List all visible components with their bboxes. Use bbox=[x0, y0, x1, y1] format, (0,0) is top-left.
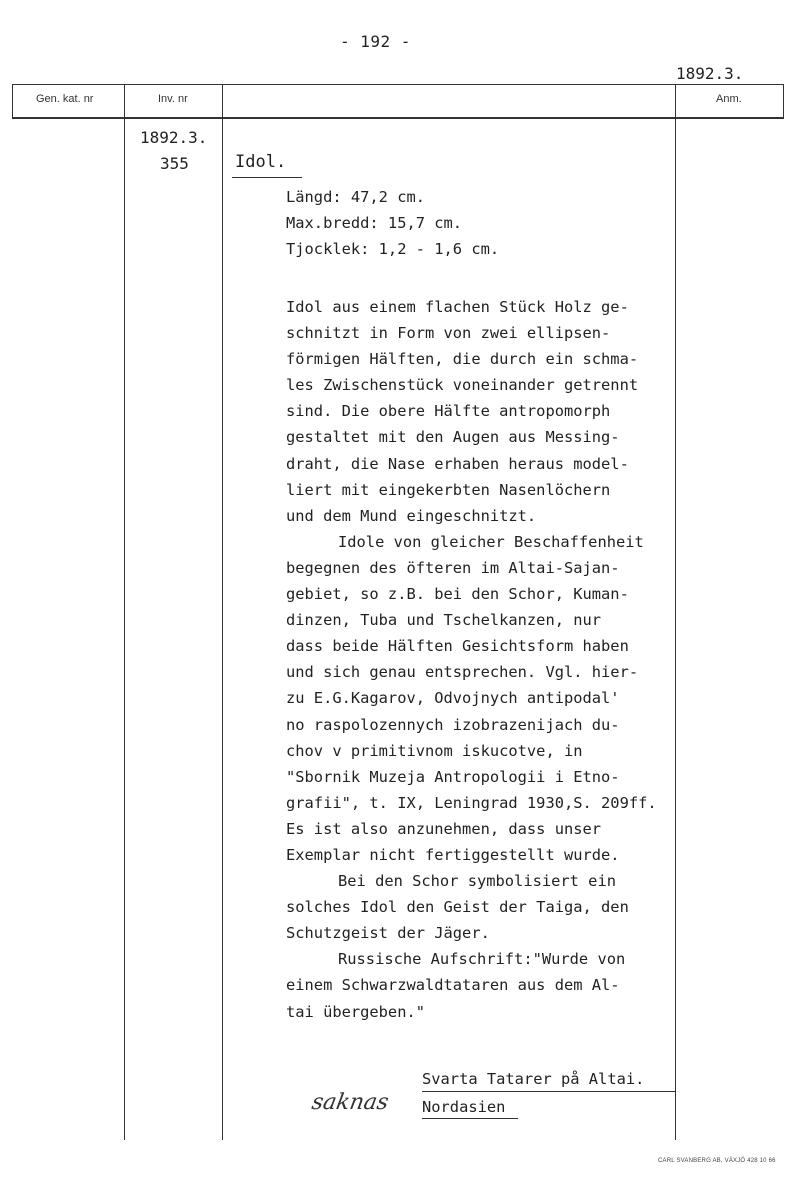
description-line: förmigen Hälften, die durch ein schma- bbox=[286, 350, 639, 369]
description-line: Russische Aufschrift:"Wurde von bbox=[338, 950, 626, 969]
description-line: schnitzt in Form von zwei ellipsen- bbox=[286, 324, 611, 343]
description-line: begegnen des öfteren im Altai-Sajan- bbox=[286, 558, 620, 577]
description-line: Idole von gleicher Beschaffenheit bbox=[338, 532, 644, 551]
description-line: no raspolozennych izobrazenijach du- bbox=[286, 715, 620, 734]
description-line: gebiet, so z.B. bei den Schor, Kuman- bbox=[286, 585, 629, 604]
description-line: draht, die Nase erhaben heraus model- bbox=[286, 454, 629, 473]
column-header-inv-nr: Inv. nr bbox=[158, 93, 188, 105]
entry-accession: 1892.3. bbox=[140, 128, 208, 147]
description-line: Es ist also anzunehmen, dass unser bbox=[286, 819, 602, 838]
description-line: dass beide Hälften Gesichtsform haben bbox=[286, 637, 629, 656]
description-line: Bei den Schor symbolisiert ein bbox=[338, 872, 616, 891]
location-continent: Nordasien bbox=[422, 1098, 506, 1116]
measurement-thickness: Tjocklek: 1,2 - 1,6 cm. bbox=[286, 240, 500, 258]
right-border bbox=[783, 84, 784, 118]
description-line: gestaltet mit den Augen aus Messing- bbox=[286, 428, 620, 447]
column-divider-1 bbox=[124, 84, 125, 1140]
header-top-rule bbox=[12, 84, 784, 85]
location-region-underline bbox=[422, 1091, 675, 1092]
left-border bbox=[12, 84, 13, 118]
title-underline bbox=[232, 177, 302, 178]
description-line: sind. Die obere Hälfte antropomorph bbox=[286, 402, 611, 421]
description-line: grafii", t. IX, Leningrad 1930,S. 209ff. bbox=[286, 793, 657, 812]
location-region: Svarta Tatarer på Altai. bbox=[422, 1070, 645, 1088]
description-line: solches Idol den Geist der Taiga, den bbox=[286, 898, 629, 917]
accession-header: 1892.3. bbox=[676, 64, 744, 83]
description-line: les Zwischenstück voneinander getrennt bbox=[286, 376, 639, 395]
description-block bbox=[286, 294, 716, 1025]
description-line: tai übergeben." bbox=[286, 1002, 425, 1021]
description-line: liert mit eingekerbten Nasenlöchern bbox=[286, 480, 611, 499]
printer-imprint: CARL SVANBERG AB, VÄXJÖ 428 10 66 bbox=[658, 1158, 776, 1164]
description-line: und dem Mund eingeschnitzt. bbox=[286, 506, 537, 525]
measurement-length: Längd: 47,2 cm. bbox=[286, 188, 425, 206]
entry-inv-number: 355 bbox=[160, 154, 189, 173]
page-number: - 192 - bbox=[340, 32, 411, 51]
header-bottom-rule bbox=[12, 117, 784, 119]
column-header-anm: Anm. bbox=[716, 93, 742, 105]
description-line: und sich genau entsprechen. Vgl. hier- bbox=[286, 663, 639, 682]
measurement-max-width: Max.bredd: 15,7 cm. bbox=[286, 214, 463, 232]
description-line: einem Schwarzwaldtataren aus dem Al- bbox=[286, 976, 620, 995]
description-line: dinzen, Tuba und Tschelkanzen, nur bbox=[286, 611, 602, 630]
description-line: zu E.G.Kagarov, Odvojnych antipodal' bbox=[286, 689, 620, 708]
entry-title: Idol. bbox=[235, 152, 287, 172]
column-divider-2 bbox=[222, 84, 223, 1140]
description-line: Idol aus einem flachen Stück Holz ge- bbox=[286, 298, 629, 316]
column-header-gen-kat-nr: Gen. kat. nr bbox=[36, 93, 94, 105]
description-line: Exemplar nicht fertiggestellt wurde. bbox=[286, 845, 620, 864]
description-line: "Sbornik Muzeja Antropologii i Etno- bbox=[286, 767, 620, 786]
handwritten-note: saknas bbox=[309, 1090, 391, 1115]
location-continent-underline bbox=[422, 1118, 518, 1119]
description-line: chov v primitivnom iskucotve, in bbox=[286, 741, 583, 760]
description-line: Schutzgeist der Jäger. bbox=[286, 924, 490, 943]
